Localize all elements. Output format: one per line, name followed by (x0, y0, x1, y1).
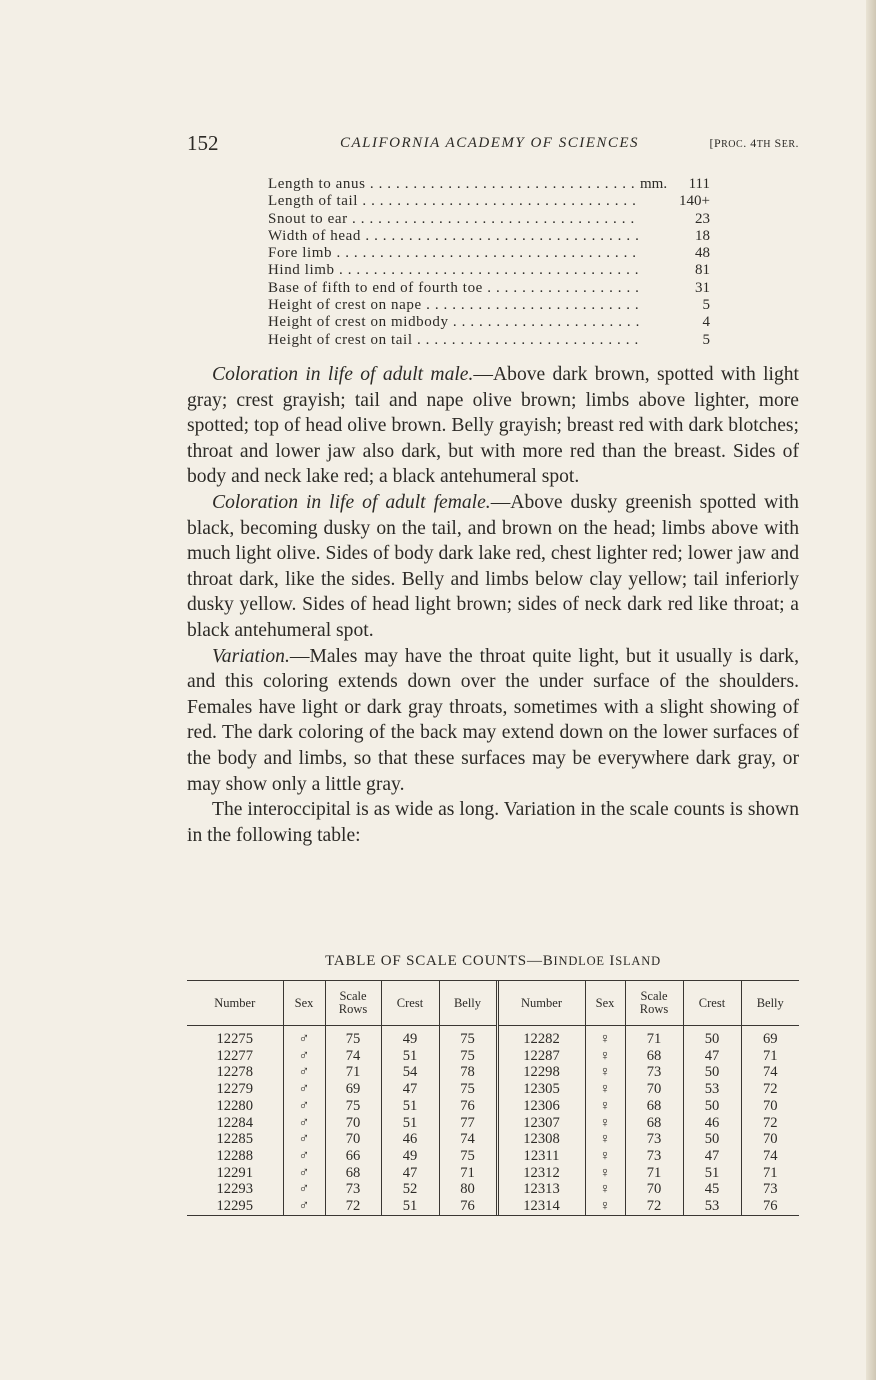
table-cell: 80 (439, 1181, 497, 1198)
measurement-value: 18 (695, 227, 710, 244)
measurement-row (268, 228, 728, 245)
table-cell: ♀ (585, 1131, 625, 1148)
paragraph-interoccipital: The interoccipital is as wide as long. Variation in the scale counts is shown in the following table: (187, 799, 799, 846)
table-row (187, 1081, 799, 1098)
table-cell: 12313 (497, 1181, 585, 1198)
table-cell: 71 (439, 1165, 497, 1182)
table-cell: 53 (683, 1198, 741, 1215)
table-row (187, 1048, 799, 1065)
table-cell: ♀ (585, 1098, 625, 1115)
table-cell: 46 (683, 1115, 741, 1132)
table-cell: 71 (625, 1026, 683, 1048)
measurement-value: 23 (695, 210, 710, 227)
table-cell: 12293 (187, 1181, 283, 1198)
measurement-row (268, 176, 728, 193)
table-cell: 46 (381, 1131, 439, 1148)
table-cell: 73 (625, 1148, 683, 1165)
table-cell: 47 (683, 1148, 741, 1165)
measurement-label: Height of crest on tail . . . (268, 332, 640, 349)
measurements-list (268, 176, 728, 349)
measurement-row (268, 280, 728, 297)
table-cell: 74 (439, 1131, 497, 1148)
table-cell: 12284 (187, 1115, 283, 1132)
table-cell: 12280 (187, 1098, 283, 1115)
measurement-label: Height of crest on midbody . . . (268, 314, 640, 331)
measurement-row (268, 314, 728, 331)
measurement-value: 5 (702, 331, 710, 348)
table-cell: ♂ (283, 1198, 325, 1215)
measurement-row (268, 245, 728, 262)
table-cell: 73 (762, 1181, 778, 1198)
table-cell: 72 (325, 1198, 381, 1215)
measurement-value: 111 (688, 176, 710, 192)
measurement-label: Height of crest on nape . . . (268, 297, 640, 314)
measurement-label: Snout to ear . . . (268, 211, 640, 228)
table-cell: 12295 (187, 1198, 283, 1215)
table-row (187, 1148, 799, 1165)
table-cell: 12288 (187, 1148, 283, 1165)
table-cell: 12305 (497, 1081, 585, 1098)
table-cell: 50 (683, 1026, 741, 1048)
table-cell: 49 (381, 1026, 439, 1048)
measurement-row (268, 332, 728, 349)
table-row (187, 1098, 799, 1115)
table-cell: 69 (762, 1031, 778, 1047)
table-cell: 72 (625, 1198, 683, 1215)
table-row (187, 1181, 799, 1198)
column-header: Scale Rows (325, 981, 381, 1026)
measurement-row (268, 262, 728, 279)
table-cell: 12298 (497, 1064, 585, 1081)
measurement-value: 81 (695, 262, 710, 279)
table-cell: ♀ (585, 1165, 625, 1182)
column-header: Belly (741, 981, 799, 1026)
table-cell: ♀ (585, 1181, 625, 1198)
table-cell: 47 (381, 1165, 439, 1182)
measurement-label: Width of head . . . (268, 228, 640, 245)
table-cell: 12314 (497, 1198, 585, 1215)
table-row (187, 1131, 799, 1148)
table-bottom-rule (187, 1215, 799, 1216)
paragraph-heading: Variation. (212, 645, 290, 667)
table-cell: 77 (439, 1115, 497, 1132)
table-cell: 12307 (497, 1115, 585, 1132)
measurement-label: Hind limb . . . (268, 262, 640, 279)
column-header: Belly (439, 981, 497, 1026)
table-cell: 71 (762, 1047, 778, 1064)
table-cell: 47 (683, 1048, 741, 1065)
table-cell: 76 (439, 1098, 497, 1115)
column-header: Crest (381, 981, 439, 1026)
table-cell: 66 (325, 1148, 381, 1165)
table-cell: 70 (625, 1081, 683, 1098)
scale-counts-table (187, 980, 799, 1216)
column-header: Number (497, 981, 585, 1026)
table-cell: 68 (625, 1115, 683, 1132)
table-cell: 53 (683, 1081, 741, 1098)
measurement-row (268, 211, 728, 228)
table-cell: 12306 (497, 1098, 585, 1115)
column-header: Number (187, 981, 283, 1026)
table-cell: 51 (381, 1048, 439, 1065)
table-cell: 45 (683, 1181, 741, 1198)
paragraph-male-coloration: Coloration in life of adult male.—Above dark brown, spotted with light gray; crest grayish; tail and nape olive brown; limbs above lighter, more spotted; top of head olive brown. Belly grayish; breast red with dark blotches; throat and lower jaw also dark, but with more red than the breast. Sides of body and neck lake red; a black antehumeral spot. (187, 364, 799, 488)
table-cell: 72 (762, 1081, 778, 1098)
measurement-label: Base of fifth to end of fourth toe . . . (268, 280, 640, 297)
table-cell: 73 (625, 1064, 683, 1081)
table-cell: ♀ (585, 1148, 625, 1165)
table-cell: 78 (439, 1064, 497, 1081)
table-cell: 71 (325, 1064, 381, 1081)
table-cell: ♂ (283, 1131, 325, 1148)
column-header: Crest (683, 981, 741, 1026)
column-header: Scale Rows (625, 981, 683, 1026)
table-cell: ♀ (585, 1081, 625, 1098)
page-header (187, 131, 799, 157)
measurement-value: 140+ (679, 193, 710, 210)
table-cell: 68 (625, 1098, 683, 1115)
measurement-value: 4 (702, 314, 710, 331)
table-cell: 51 (683, 1165, 741, 1182)
table-cell: 70 (762, 1131, 778, 1148)
table-row (187, 1026, 799, 1048)
table-cell: 12278 (187, 1064, 283, 1081)
table-cell: 70 (325, 1115, 381, 1132)
measurement-label: Length of tail . . . (268, 193, 640, 210)
table-header-row (187, 981, 799, 1026)
table-cell: 71 (762, 1164, 778, 1181)
measurement-value: 5 (702, 297, 710, 314)
table-cell: 76 (439, 1198, 497, 1215)
table-cell: 68 (325, 1165, 381, 1182)
table-cell: 12282 (497, 1026, 585, 1048)
table-cell: 75 (439, 1148, 497, 1165)
measurement-row (268, 193, 728, 210)
table-cell: 52 (381, 1181, 439, 1198)
table-cell: ♂ (283, 1064, 325, 1081)
table-cell: 12291 (187, 1165, 283, 1182)
table-row (187, 1115, 799, 1132)
table-cell: ♀ (585, 1198, 625, 1215)
table-cell: ♀ (585, 1064, 625, 1081)
table-cell: 76 (762, 1198, 778, 1215)
table-row (187, 1064, 799, 1081)
table-cell: ♂ (283, 1165, 325, 1182)
table-cell: ♀ (585, 1115, 625, 1132)
measurement-row (268, 297, 728, 314)
measurement-value: 48 (695, 245, 710, 262)
table-body (187, 1026, 799, 1215)
table-cell: 73 (625, 1131, 683, 1148)
running-title: CALIFORNIA ACADEMY OF SCIENCES (340, 135, 640, 151)
table-cell: 54 (381, 1064, 439, 1081)
paragraph-female-coloration: Coloration in life of adult female.—Above dusky greenish spotted with black, becoming dusky on the tail, and brown on the head; limbs above with much light olive. Sides of body dark lake red, chest lighter red; lower jaw and throat dark, like the sides. Belly and limbs below clay yellow; tail inferiorly dusky yellow. Sides of head light brown; sides of neck dark red like throat; a black antehumeral spot. (187, 491, 799, 641)
column-header: Sex (283, 981, 325, 1026)
table-cell: ♂ (283, 1048, 325, 1065)
table-cell: 49 (381, 1148, 439, 1165)
table-cell: 70 (325, 1131, 381, 1148)
table-cell: 50 (683, 1131, 741, 1148)
table-cell: 75 (325, 1026, 381, 1048)
table-cell: 51 (381, 1198, 439, 1215)
table-cell: ♀ (585, 1026, 625, 1048)
table-cell: 73 (325, 1181, 381, 1198)
page-number: 152 (187, 131, 219, 155)
table-row (187, 1165, 799, 1182)
table-cell: 12279 (187, 1081, 283, 1098)
paragraph-heading: Coloration in life of adult male. (212, 364, 474, 385)
table-cell: 70 (625, 1181, 683, 1198)
table-cell: 47 (381, 1081, 439, 1098)
table-cell: 75 (439, 1026, 497, 1048)
table-cell: 75 (439, 1048, 497, 1065)
column-header: Sex (585, 981, 625, 1026)
table-cell: 50 (683, 1098, 741, 1115)
table-cell: 68 (625, 1048, 683, 1065)
table-cell: 50 (683, 1064, 741, 1081)
page-edge (866, 0, 876, 1380)
table-cell: 12275 (187, 1026, 283, 1048)
table-cell: 12287 (497, 1048, 585, 1065)
table-caption: TABLE OF SCALE COUNTS—BINDLOE ISLAND (325, 953, 661, 969)
measurement-label: Fore limb . . . (268, 245, 640, 262)
body-text (187, 362, 799, 848)
table-cell: 51 (381, 1098, 439, 1115)
paragraph-heading: Coloration in life of adult female. (212, 491, 491, 513)
measurement-value: 31 (695, 279, 710, 296)
proceedings-reference: [PROC. 4TH SER. (709, 136, 799, 150)
table-cell: 69 (325, 1081, 381, 1098)
table-cell: 12308 (497, 1131, 585, 1148)
table-cell: 72 (762, 1114, 778, 1131)
table-cell: 75 (439, 1081, 497, 1098)
table-cell: ♂ (283, 1115, 325, 1132)
measurement-unit: mm. (640, 176, 668, 192)
table-cell: ♂ (283, 1148, 325, 1165)
table-cell: 12285 (187, 1131, 283, 1148)
table-cell: 74 (325, 1048, 381, 1065)
measurement-label: Length to anus . . . (268, 176, 640, 193)
table-cell: ♂ (283, 1181, 325, 1198)
paragraph-variation: Variation.—Males may have the throat quite light, but it usually is dark, and this coloring extends down over the under surface of the shoulders. Females have light or dark gray throats, sometimes with a slight showing of red. The dark coloring of the back may extend down on the lower surfaces of the body and limbs, so that these surfaces may be everywhere dark gray, or may show only a little gray. (187, 645, 799, 795)
table-cell: 71 (625, 1165, 683, 1182)
table-cell: ♂ (283, 1081, 325, 1098)
table-cell: 70 (762, 1097, 778, 1114)
table-cell: 75 (325, 1098, 381, 1115)
table-cell: 12312 (497, 1165, 585, 1182)
table-cell: 74 (762, 1147, 778, 1164)
table-cell: 51 (381, 1115, 439, 1132)
table-cell: 12277 (187, 1048, 283, 1065)
table-cell: 12311 (497, 1148, 585, 1165)
table-cell: ♀ (585, 1048, 625, 1065)
table-cell: ♂ (283, 1026, 325, 1048)
table-cell: 74 (762, 1064, 778, 1081)
table-row (187, 1198, 799, 1215)
table-cell: ♂ (283, 1098, 325, 1115)
